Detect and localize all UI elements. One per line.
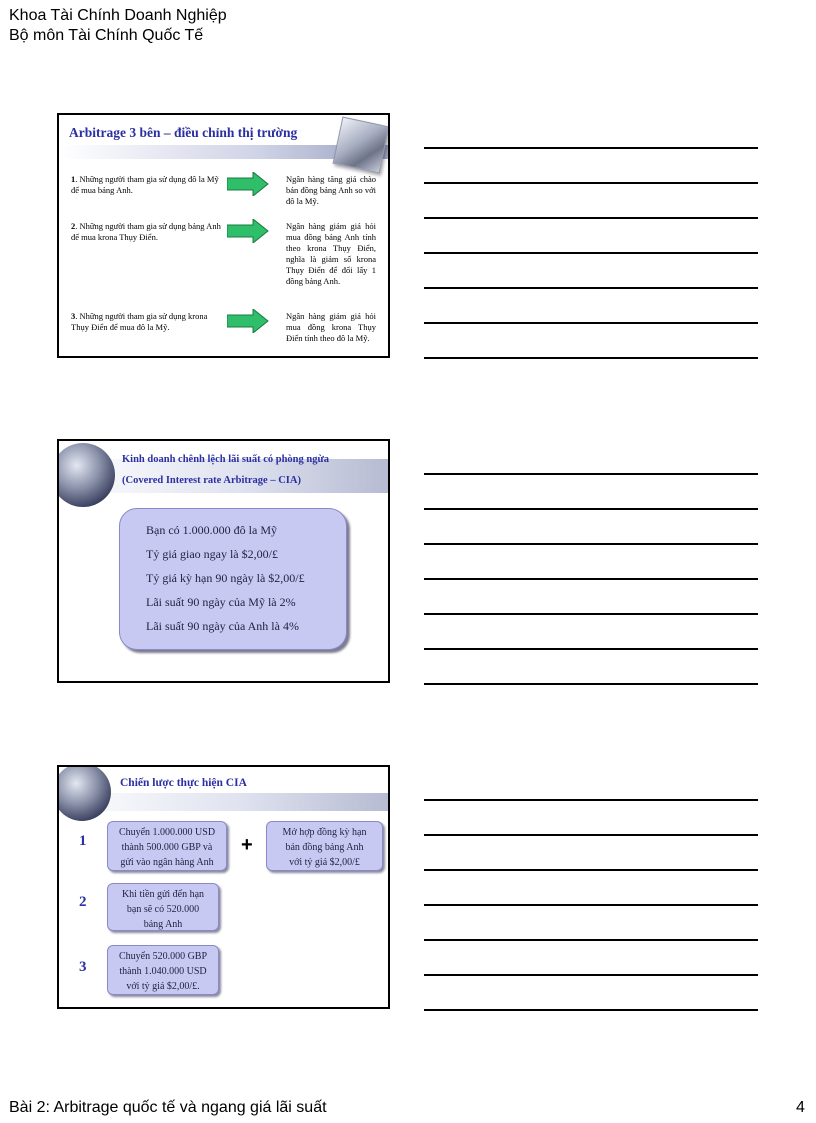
slide-2-subtitle: (Covered Interest rate Arbitrage – CIA) — [122, 475, 301, 486]
footer-title: Bài 2: Arbitrage quốc tế và ngang giá lãi suất — [9, 1099, 327, 1116]
info-line: Tỷ giá kỳ hạn 90 ngày là $2,00/£ — [146, 571, 305, 585]
step-3-box — [107, 945, 219, 995]
note-line — [424, 683, 758, 685]
header-line-1: Khoa Tài Chính Doanh Nghiệp — [9, 7, 227, 24]
note-line — [424, 217, 758, 219]
note-line — [424, 904, 758, 906]
slide-3-title: Chiến lược thực hiện CIA — [120, 777, 247, 789]
note-line — [424, 1009, 758, 1011]
info-box — [119, 508, 347, 650]
step-2-line: bạn sẽ có 520.000 — [126, 904, 200, 915]
plus-sign: + — [241, 834, 253, 856]
slide-3 — [57, 765, 390, 1009]
step-1-box — [107, 821, 227, 871]
row-2-number: 2 — [71, 221, 76, 231]
forward-line: với tỷ giá $2,00/£ — [289, 857, 360, 868]
slide-2 — [57, 439, 390, 683]
row-3-text: . Những người tham gia sử dụng krona Thụy Điển để mua đô la Mỹ. — [71, 311, 208, 332]
globe-icon — [57, 765, 111, 821]
note-line — [424, 357, 758, 359]
note-line — [424, 799, 758, 801]
note-line — [424, 869, 758, 871]
note-line — [424, 147, 758, 149]
slide-1-title: Arbitrage 3 bên – điều chỉnh thị trường — [69, 125, 298, 140]
note-line — [424, 543, 758, 545]
info-line: Tỷ giá giao ngay là $2,00/£ — [146, 547, 278, 561]
step-3-line: Chuyển 520.000 GBP — [118, 951, 208, 962]
slide-1-row-1-right: Ngân hàng tăng giá chào bán đồng bảng Anh so với đô la Mỹ. — [286, 174, 376, 206]
arrow-right-icon — [227, 172, 269, 196]
info-line: Lãi suất 90 ngày của Mỹ là 2% — [146, 595, 296, 609]
info-line: Lãi suất 90 ngày của Anh là 4% — [146, 619, 299, 633]
slide-1-row-3-right: Ngân hàng giảm giá hỏi mua đồng krona Thụy Điển tính theo đô la Mỹ. — [286, 311, 376, 343]
globe-icon — [57, 443, 115, 507]
note-line — [424, 648, 758, 650]
slide-1-row-3-left — [71, 311, 221, 333]
row-1-number: 1 — [71, 174, 76, 184]
page-number: 4 — [796, 1099, 805, 1116]
forward-line: bán đồng bảng Anh — [285, 842, 364, 853]
step-3-line: với tỷ giá $2,00/£. — [126, 981, 200, 992]
cube-image — [333, 117, 390, 174]
header-line-2: Bộ môn Tài Chính Quốc Tế — [9, 27, 204, 44]
step-1-line: thành 500.000 GBP và — [121, 842, 213, 853]
step-2-line: Khi tiền gửi đến hạn — [121, 889, 205, 900]
forward-line: Mở hợp đồng kỳ hạn — [282, 827, 367, 838]
note-line — [424, 578, 758, 580]
note-line — [424, 508, 758, 510]
step-3-line: thành 1.040.000 USD — [119, 966, 207, 977]
row-2-text: . Những người tham gia sử dụng bảng Anh để mua krona Thụy Điển. — [71, 221, 221, 242]
step-3-number: 3 — [79, 959, 87, 975]
forward-contract-box — [266, 821, 383, 871]
note-line — [424, 182, 758, 184]
arrow-right-icon — [227, 309, 269, 333]
info-line: Bạn có 1.000.000 đô la Mỹ — [146, 523, 277, 537]
note-line — [424, 613, 758, 615]
row-3-number: 3 — [71, 311, 76, 321]
step-1-number: 1 — [79, 833, 87, 849]
note-line — [424, 939, 758, 941]
page-header — [9, 6, 227, 46]
row-1-text: . Những người tham gia sử dụng đô la Mỹ để mua bảng Anh. — [71, 174, 219, 195]
step-2-box — [107, 883, 219, 931]
step-2-number: 2 — [79, 894, 87, 910]
note-line — [424, 473, 758, 475]
slide-2-title: Kinh doanh chênh lệch lãi suất có phòng ngừa — [122, 454, 330, 465]
note-line — [424, 287, 758, 289]
arrow-right-icon — [227, 219, 269, 243]
slide-1 — [57, 113, 390, 358]
slide-1-row-2-left — [71, 221, 221, 243]
note-line — [424, 974, 758, 976]
step-1-line: gửi vào ngân hàng Anh — [120, 857, 214, 868]
step-2-line: bảng Anh — [143, 919, 183, 930]
slide-1-row-2-right: Ngân hàng giảm giá hỏi mua đồng bảng Anh tính theo krona Thụy Điển, nghĩa là giảm số krona Thụy Điển để đổi lấy 1 đồng bảng Anh. — [286, 221, 376, 286]
note-line — [424, 834, 758, 836]
step-1-line: Chuyển 1.000.000 USD — [118, 827, 216, 838]
note-line — [424, 322, 758, 324]
note-line — [424, 252, 758, 254]
slide-1-row-1-left — [71, 174, 221, 196]
